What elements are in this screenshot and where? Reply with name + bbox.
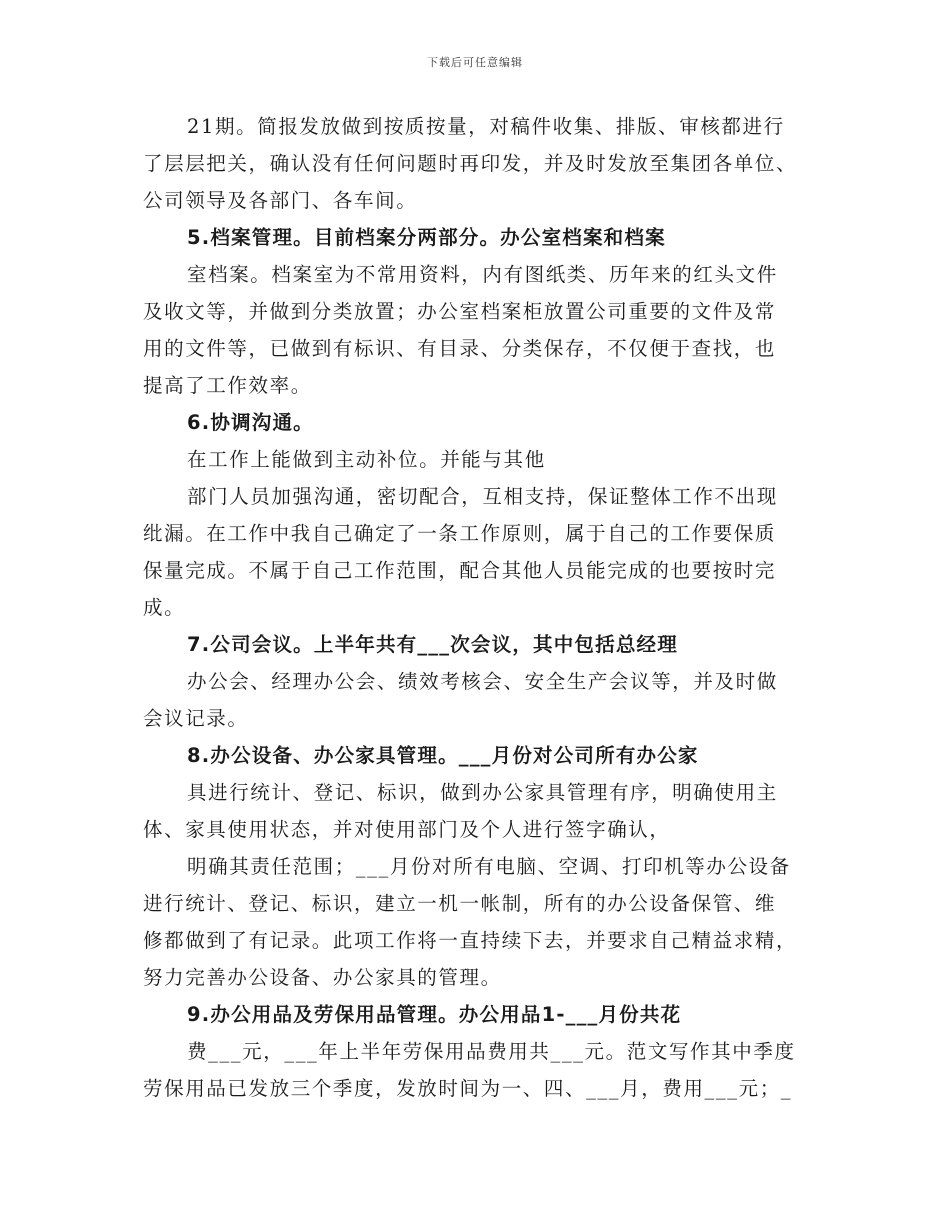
text-line: 办公会、经理办公会、绩效考核会、安全生产会议等，并及时做 — [187, 670, 778, 693]
section-heading: 7.公司会议。上半年共有___次会议，其中包括总经理 — [187, 633, 678, 656]
text-line: 公司领导及各部门、各车间。 — [143, 189, 418, 212]
text-line: 体、家具使用状态，并对使用部门及个人进行签字确认， — [143, 818, 671, 841]
text-line: 劳保用品已发放三个季度，发放时间为一、四、___月，费用___元；_ — [143, 1077, 793, 1100]
section-heading: 8.办公设备、办公家具管理。___月份对公司所有办公家 — [187, 744, 699, 767]
text-line: 21期。简报发放做到按质按量，对稿件收集、排版、审核都进行 — [187, 115, 785, 138]
text-line: 纰漏。在工作中我自己确定了一条工作原则，属于自己的工作要保质 — [143, 522, 777, 545]
text-line: 具进行统计、登记、标识，做到办公家具管理有序，明确使用主 — [187, 781, 778, 804]
text-line: 了层层把关，确认没有任何问题时再印发，并及时发放至集团各单位、 — [143, 152, 798, 175]
section-heading: 9.办公用品及劳保用品管理。办公用品1-___月份共花 — [187, 1003, 682, 1026]
text-line: 明确其责任范围；___月份对所有电脑、空调、打印机等办公设备 — [187, 855, 791, 878]
text-line: 努力完善办公设备、办公家具的管理。 — [143, 966, 502, 989]
text-line: 室档案。档案室为不常用资料，内有图纸类、历年来的红头文件 — [187, 263, 778, 286]
document-body — [143, 108, 823, 1107]
text-line: 在工作上能做到主动补位。并能与其他 — [187, 448, 546, 471]
page-header: 下载后可任意编辑 — [427, 56, 523, 69]
text-line: 保量完成。不属于自己工作范围，配合其他人员能完成的也要按时完 — [143, 559, 777, 582]
text-line: 用的文件等，已做到有标识、有目录、分类保存，不仅便于查找，也 — [143, 337, 777, 360]
text-line: 成。 — [143, 596, 186, 619]
text-line: 会议记录。 — [143, 707, 249, 730]
text-line: 修都做到了有记录。此项工作将一直持续下去，并要求自己精益求精， — [143, 929, 798, 952]
section-heading: 6.协调沟通。 — [187, 411, 314, 434]
text-line: 费___元，___年上半年劳保用品费用共___元。范文写作其中季度 — [187, 1040, 796, 1063]
section-heading: 5.档案管理。目前档案分两部分。办公室档案和档案 — [187, 226, 666, 249]
text-line: 进行统计、登记、标识，建立一机一帐制，所有的办公设备保管、维 — [143, 892, 777, 915]
text-line: 提高了工作效率。 — [143, 374, 312, 397]
text-line: 部门人员加强沟通，密切配合，互相支持，保证整体工作不出现 — [187, 485, 778, 508]
text-line: 及收文等，并做到分类放置；办公室档案柜放置公司重要的文件及常 — [143, 300, 777, 323]
